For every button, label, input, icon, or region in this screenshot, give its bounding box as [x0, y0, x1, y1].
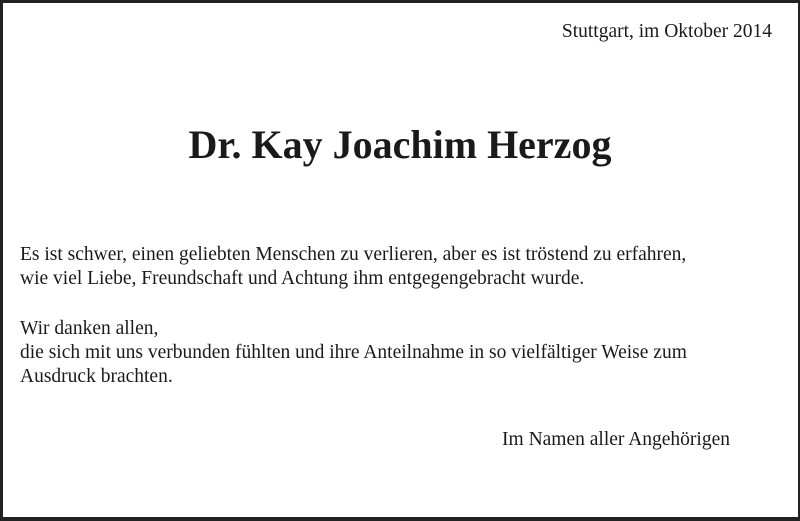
deceased-name: Dr. Kay Joachim Herzog — [188, 122, 612, 167]
text-line: Wir danken allen, — [20, 318, 159, 339]
signature-line: Im Namen aller Angehörigen — [502, 429, 730, 450]
text-line: wie viel Liebe, Freundschaft und Achtung ihm entgegengebracht wurde. — [20, 268, 585, 289]
thanks-paragraph-2 — [20, 317, 687, 389]
text-line: Ausdruck brachten. — [20, 366, 173, 387]
text-line: Es ist schwer, einen geliebten Menschen zu verlieren, aber es ist tröstend zu erfahren, — [20, 244, 687, 265]
date-line: Stuttgart, im Oktober 2014 — [561, 21, 772, 42]
text-line: die sich mit uns verbunden fühlten und ihre Anteilnahme in so vielfältiger Weise zum — [20, 342, 687, 363]
thanks-paragraph-1 — [20, 243, 686, 291]
